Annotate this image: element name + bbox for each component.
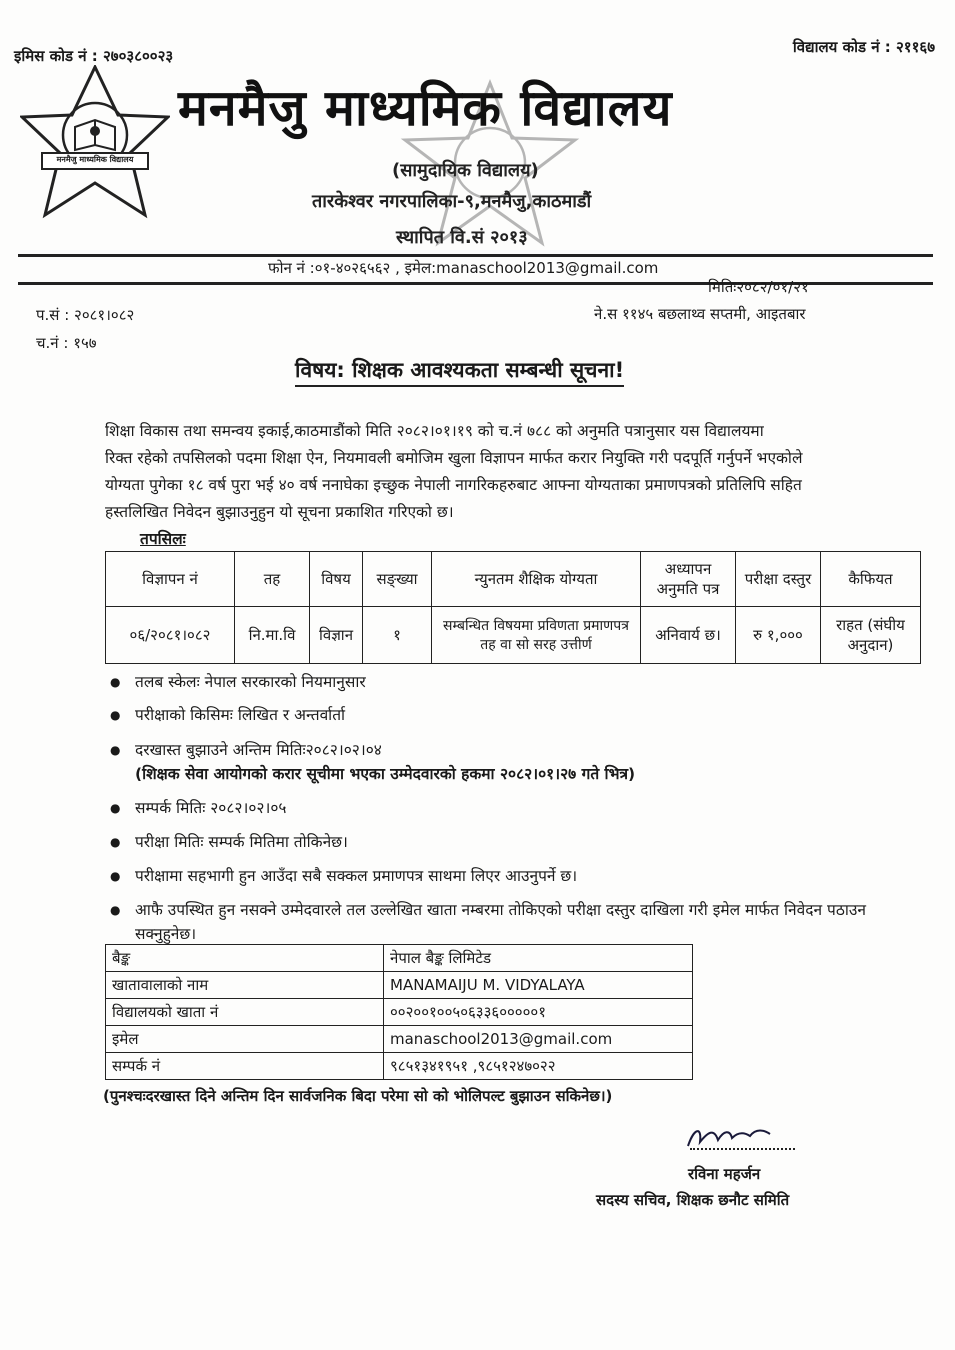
col-header: विषय: [310, 552, 363, 607]
table-row: [106, 972, 693, 999]
bank-value: MANAMAIJU M. VIDYALAYA: [384, 972, 693, 999]
table-row: [106, 945, 693, 972]
school-name: मनमैजु माध्यमिक विद्यालय: [178, 79, 673, 137]
col-header: परीक्षा दस्तुर: [736, 552, 821, 607]
bank-label: इमेल: [106, 1026, 384, 1053]
bank-label: विद्यालयको खाता नं: [106, 999, 384, 1026]
bank-value: manaschool2013@gmail.com: [384, 1026, 693, 1053]
list-item: ● परीक्षा मितिः सम्पर्क मितिमा तोकिनेछ।: [110, 830, 870, 854]
notice-body: [105, 418, 845, 526]
table-row: [106, 1026, 693, 1053]
logo-banner-text: मनमैजु माध्यमिक विद्यालय: [56, 155, 134, 164]
list-item: ● तलब स्केलः नेपाल सरकारको नियमानुसार: [110, 670, 870, 694]
cell-remarks: राहत (संघीय अनुदान): [821, 607, 921, 664]
cell-license: अनिवार्य छ।: [641, 607, 736, 664]
col-header: विज्ञापन नं: [106, 552, 235, 607]
bank-label: बैङ्क: [106, 945, 384, 972]
list-item: ● आफै उपस्थित हुन नसक्ने उम्मेदवारले तल उल्लेखित खाता नम्बरमा तोकिएको परीक्षा दस्तुर दाखिला गरी इमेल मार्फत निवेदन पठाउन सक्नुहुनेछ।: [110, 898, 870, 946]
table-header-row: [106, 552, 921, 607]
list-item: ● परीक्षाको किसिमः लिखित र अन्तर्वार्ता: [110, 703, 870, 727]
school-type: (सामुदायिक विद्यालय): [392, 160, 539, 181]
emis-code: इमिस कोड नं : २७०३८००२३: [14, 47, 174, 65]
bank-value: नेपाल बैङ्क लिमिटेड: [384, 945, 693, 972]
vacancy-table: [105, 551, 921, 664]
col-header: सङ्ख्या: [363, 552, 432, 607]
body-line: योग्यता पुगेका १८ वर्ष पुरा भई ४० वर्ष ननाघेका इच्छुक नेपाली नागरिकहरुबाट आफ्ना योग्यताका प्रमाणपत्रको प्रतिलिपि सहित: [105, 476, 802, 494]
established-year: स्थापित वि.सं २०१३: [396, 227, 528, 248]
list-item-subnote: [110, 762, 870, 786]
school-address: तारकेश्वर नगरपालिका-९,मनमैजु,काठमाडौं: [312, 191, 592, 212]
cell-qualification: सम्बन्धित विषयमा प्रविणता प्रमाणपत्र तह वा सो सरह उत्तीर्ण: [432, 607, 641, 664]
contact-info: फोन नं :०१-४०२६५६२ , इमेल:manaschool2013@gmail.com: [268, 259, 659, 277]
col-header: न्युनतम शैक्षिक योग्यता: [432, 552, 641, 607]
chalani-number: च.नं : १५७: [36, 334, 97, 352]
table-row: [106, 607, 921, 664]
bank-label: खातावालाको नाम: [106, 972, 384, 999]
notice-subject: विषय: शिक्षक आवश्यकता सम्बन्धी सूचना!: [295, 356, 624, 387]
cell-count: १: [363, 607, 432, 664]
signatory-title: सदस्य सचिव, शिक्षक छनौट समिति: [596, 1191, 790, 1209]
school-code: विद्यालय कोड नं : २११६७: [792, 38, 935, 56]
table-row: [106, 1053, 693, 1080]
bank-label: सम्पर्क नं: [106, 1053, 384, 1080]
col-header: कैफियत: [821, 552, 921, 607]
bank-value: ९८५१३४१९५१ ,९८५१२४७०२२: [384, 1053, 693, 1080]
tapsil-label: तपसिलः: [140, 530, 186, 548]
list-item: ● सम्पर्क मितिः २०८२।०२।०५: [110, 796, 870, 820]
body-line: रिक्त रहेको तपसिलको पदमा शिक्षा ऐन, नियमावली बमोजिम खुला विज्ञापन मार्फत करार नियुक्ति गरी पदपूर्ति गर्नुपर्ने भएकोले: [105, 449, 803, 467]
signatory-name: रविना महर्जन: [688, 1165, 761, 1183]
subnote-text: (शिक्षक सेवा आयोगको करार सूचीमा भएका उम्मेदवारको हकमा २०८२।०१।२७ गते भित्र): [135, 765, 636, 783]
list-item: ● परीक्षामा सहभागी हुन आउँदा सबै सक्कल प्रमाणपत्र साथमा लिएर आउनुपर्ने छ।: [110, 864, 870, 888]
bank-details-table: [105, 944, 693, 1080]
letter-date: मितिः२०८२/०१/२१: [708, 278, 809, 296]
postscript-note: (पुनश्चःदरखास्त दिने अन्तिम दिन सार्वजनिक बिदा परेमा सो को भोलिपल्ट बुझाउन सकिनेछ।): [103, 1087, 613, 1105]
school-logo: [20, 65, 170, 220]
table-row: [106, 999, 693, 1026]
cell-ad-number: ०६/२०८१।०८२: [106, 607, 235, 664]
list-item: ● दरखास्त बुझाउने अन्तिम मितिः२०८२।०२।०४: [110, 738, 870, 762]
cell-exam-fee: रु १,०००: [736, 607, 821, 664]
cell-subject: विज्ञान: [310, 607, 363, 664]
bank-value: ००२००१००५०६३३६०००००१: [384, 999, 693, 1026]
notice-details-list: [110, 664, 870, 946]
col-header: तह: [235, 552, 310, 607]
cell-level: नि.मा.वि: [235, 607, 310, 664]
col-header: अध्यापन अनुमति पत्र: [641, 552, 736, 607]
signature-line: [690, 1148, 795, 1150]
nepal-sambat-date: ने.स ११४५ बछलाथ्व सप्तमी, आइतबार: [594, 305, 806, 323]
header-divider-top: [18, 254, 933, 257]
patra-sankhya: प.सं : २०८१।०८२: [36, 306, 135, 324]
body-line: शिक्षा विकास तथा समन्वय इकाई,काठमाडौंको मिति २०८२।०१।१९ को च.नं ७८८ को अनुमति पत्रानुसार यस विद्यालयमा: [105, 422, 764, 440]
body-line: हस्तलिखित निवेदन बुझाउनुहुन यो सूचना प्रकाशित गरिएको छ।: [105, 503, 454, 521]
